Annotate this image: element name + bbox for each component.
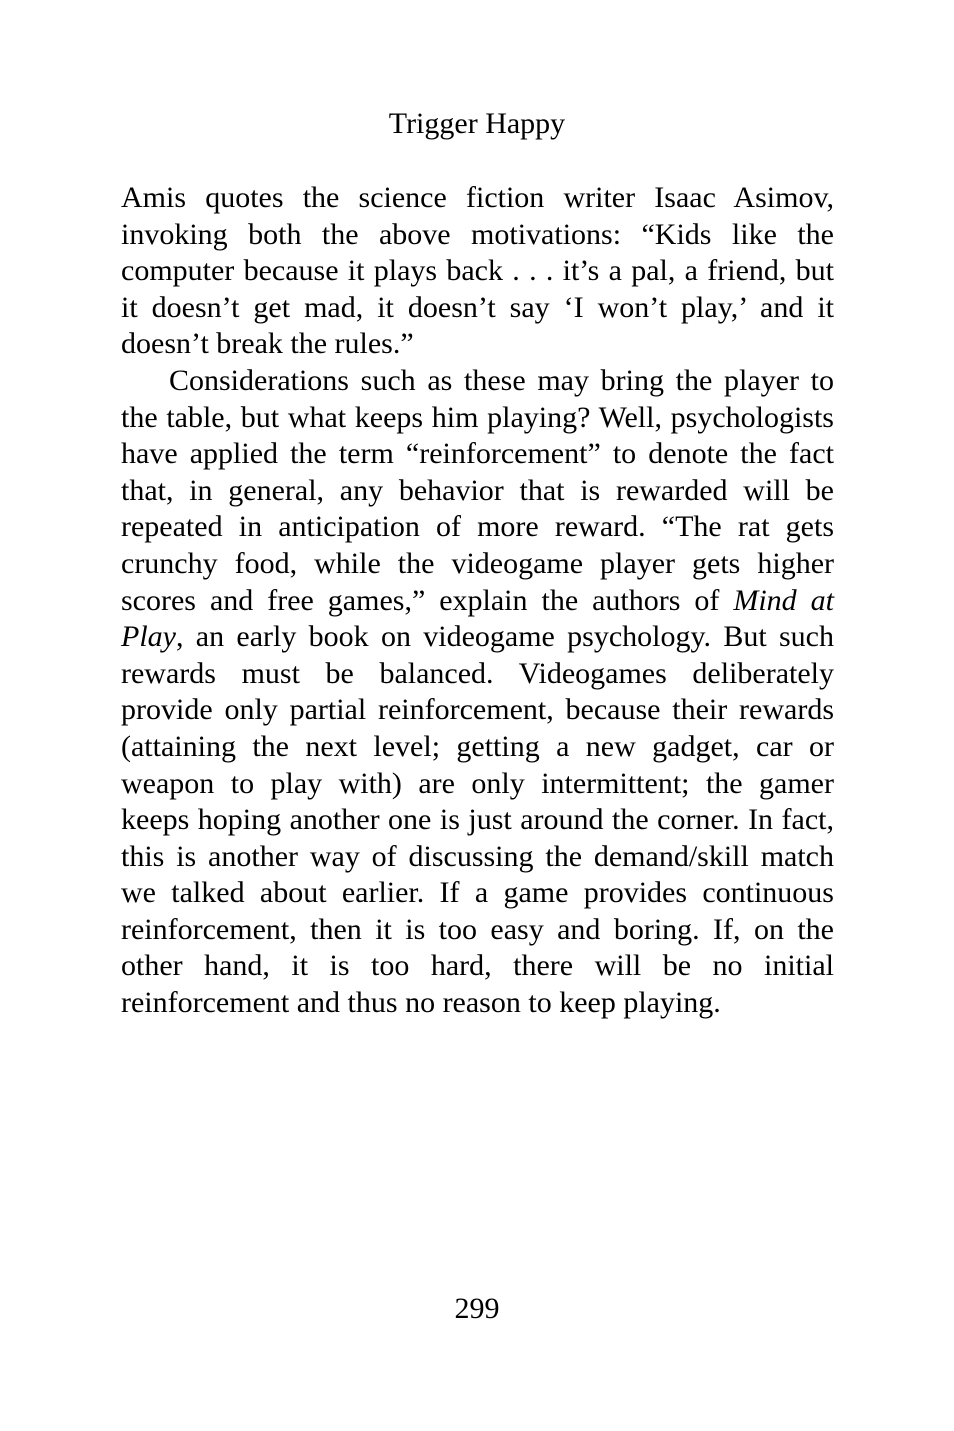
running-head-title: Trigger Happy — [388, 107, 566, 140]
page-number: 299 — [454, 1292, 500, 1325]
page-body — [121, 180, 834, 1022]
paragraph-2 — [121, 363, 834, 1022]
paragraph-2-text-before-title: Considerations such as these may bring the player to the table, but what keeps him playing? Well, psychologists have applied the term “reinforcement” to denote the fact that, in general, any behavior that is rewarded will be repeated in anticipation of more reward. “The rat gets crunchy food, while the videogame player gets higher scores and free games,” explain the authors of — [121, 363, 834, 617]
book-title: Mind at Play — [121, 583, 834, 654]
paragraph-2-text-after-title: , an early book on videogame psychology. But such rewards must be balanced. Videogames deliberately provide only partial reinforcement, because their rewards (attaining the next level; getting a new gadget, car or weapon to play with) are only intermittent; the gamer keeps hoping another one is just around the corner. In fact, this is another way of discussing the demand/skill match we talked about earlier. If a game provides continuous reinforcement, then it is too easy and boring. If, on the other hand, it is too hard, there will be no initial reinforcement and thus no reason to keep playing. — [121, 620, 834, 1020]
paragraph-1: Amis quotes the science fiction writer Isaac Asimov, invoking both the above motivations: “Kids like the computer because it plays back . . . it’s a pal, a friend, but it doesn’t get mad, it doesn’t say ‘I won’t play,’ and it doesn’t break the rules.” — [121, 181, 834, 361]
